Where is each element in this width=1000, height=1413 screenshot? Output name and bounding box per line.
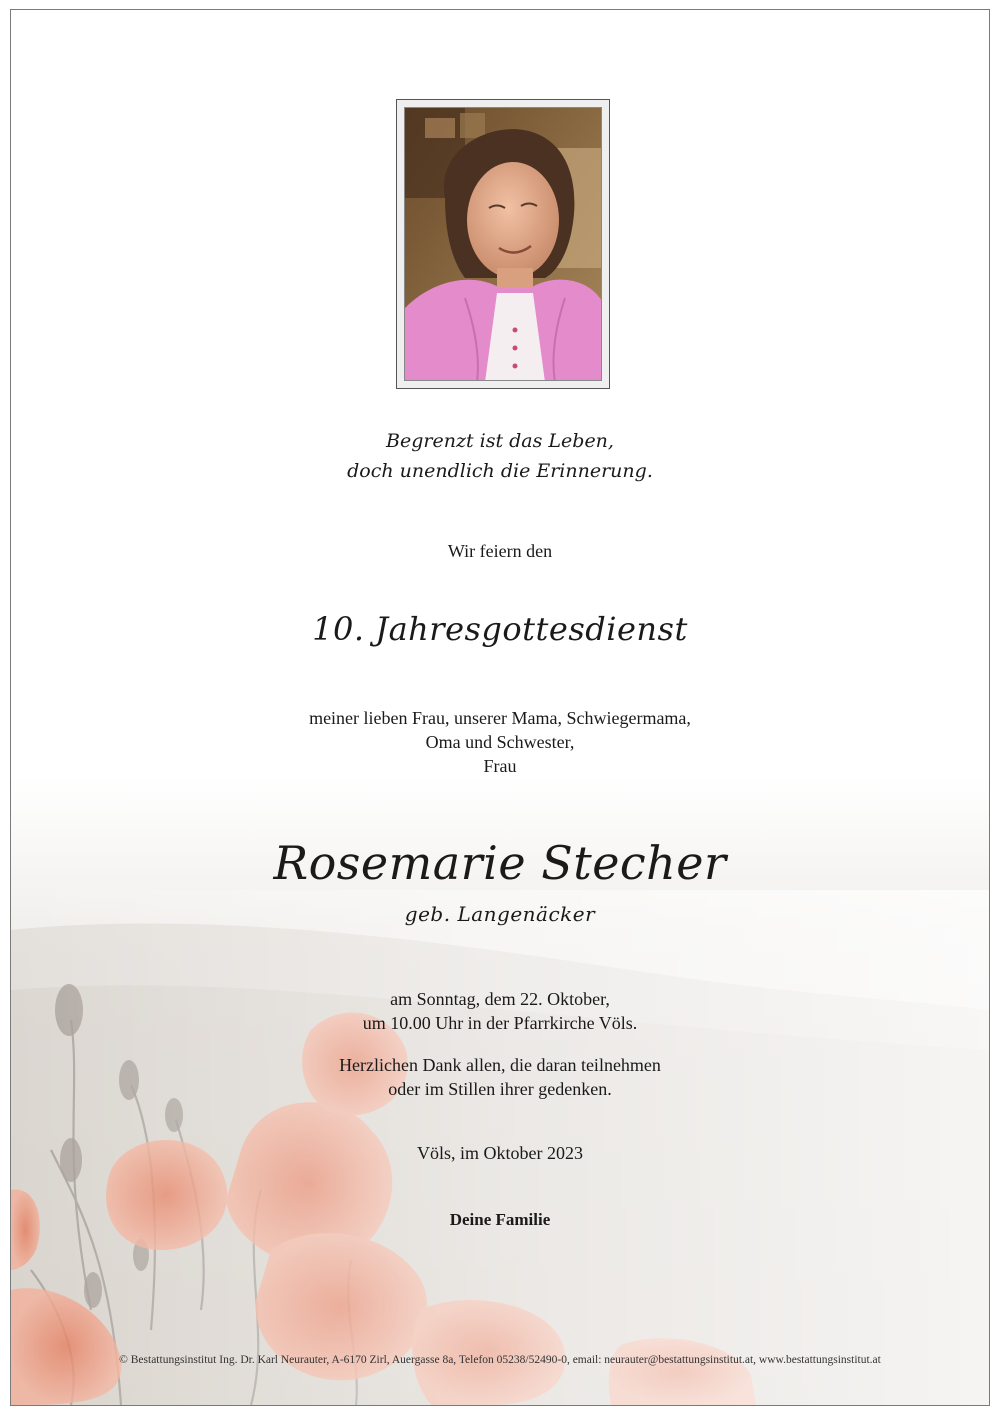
card-content (11, 10, 989, 1405)
thanks-line-1: Herzlichen Dank allen, die daran teilnehmen (339, 1055, 661, 1075)
portrait-frame (396, 99, 610, 389)
portrait-photo (404, 107, 602, 381)
service-line-1: am Sonntag, dem 22. Oktober, (390, 989, 610, 1009)
quote-line-1: Begrenzt ist das Leben, (386, 430, 614, 452)
dedication-line-2: Oma und Schwester, (425, 732, 575, 752)
thanks-text (11, 1053, 989, 1101)
dedication-line-3: Frau (483, 756, 517, 776)
dedication (11, 706, 989, 778)
thanks-line-2: oder im Stillen ihrer gedenken. (388, 1079, 612, 1099)
event-title: 10. Jahresgottesdienst (312, 610, 688, 648)
memorial-quote (11, 426, 989, 486)
service-line-2: um 10.00 Uhr in der Pfarrkirche Völs. (362, 1013, 638, 1033)
obituary-card (10, 9, 990, 1406)
place-date: Völs, im Oktober 2023 (417, 1143, 583, 1163)
quote-line-2: doch unendlich die Erinnerung. (347, 460, 653, 482)
dedication-line-1: meiner lieben Frau, unserer Mama, Schwiegermama, (309, 708, 691, 728)
service-details (11, 987, 989, 1035)
maiden-name: geb. Langenäcker (404, 902, 596, 926)
intro-text: Wir feiern den (447, 541, 553, 561)
family-signature: Deine Familie (449, 1210, 551, 1229)
funeral-home-footer: © Bestattungsinstitut Ing. Dr. Karl Neurauter, A-6170 Zirl, Auergasse 8a, Telefon 05238/52490-0, email: neurauter@bestattungsinstitut.at, www.bestattungsinstitut.at (119, 1354, 881, 1366)
deceased-name: Rosemarie Stecher (273, 836, 727, 890)
